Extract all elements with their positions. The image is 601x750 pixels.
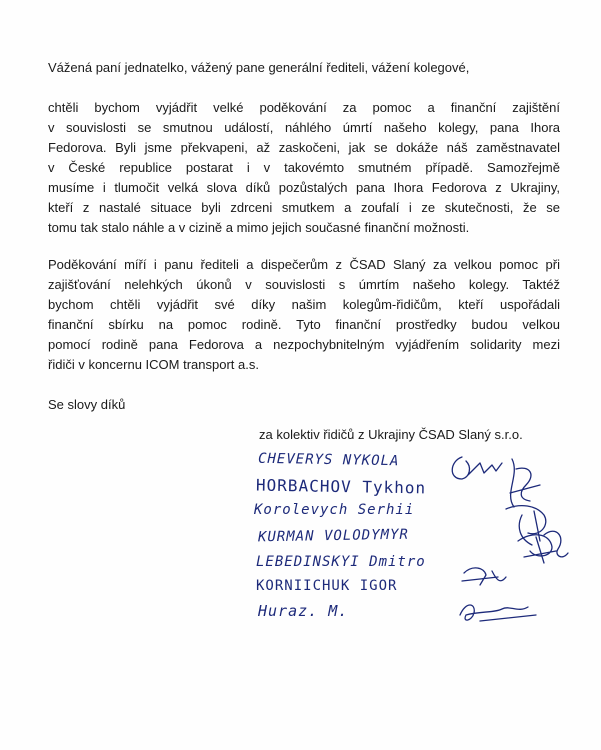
signature-mark: [506, 506, 546, 545]
paragraph2-line: finanční sbírku na pomoc rodině. Tyto finanční prostředky budou velkou: [48, 317, 560, 332]
signoff: za kolektiv řidičů z Ukrajiny ČSAD Slaný s.r.o.: [259, 427, 523, 442]
paragraph-thanks-dispatch: [48, 255, 560, 375]
paragraph1-line: v České republice postarat i v takovémto smutném případě. Samozřejmě: [48, 160, 560, 175]
salutation: [48, 58, 560, 78]
paragraph1-line: chtěli bychom vyjádřit velké poděkování za pomoc a finanční zajištění: [48, 100, 560, 115]
signature-mark: [462, 568, 506, 585]
paragraph2-line: Poděkování míří i panu řediteli a dispečerům z ČSAD Slaný za velkou pomoc při: [48, 257, 560, 272]
paragraph2-line: bychom chtěli vyjádřit své díky našim kolegům-řidičům, kteří uspořádali: [48, 297, 560, 312]
paragraph1-line: tomu tak stalo náhle a v cizině a mimo jejich současné finanční možnosti.: [48, 220, 470, 235]
paragraph1-line: Fedorova. Byli jsme překvapeni, až zaskočeni, jak se dokáže náš zaměstnavatel: [48, 140, 560, 155]
signature-mark: [460, 605, 536, 621]
closing-text: Se slovy díků: [48, 397, 126, 412]
signature-mark: [510, 459, 540, 507]
paragraph1-line: kteří z nastalé situace byli zdrceni smutkem a zoufalí i ze skutečnosti, že se: [48, 200, 560, 215]
signatory-name: KURMAN VOLODYMYR: [257, 526, 409, 546]
signatory-name: KORNIICHUK IGOR: [256, 578, 398, 594]
paragraph2-line: řidiči v koncernu ICOM transport a.s.: [48, 357, 259, 372]
signatory-name: Huraz. M.: [258, 602, 349, 620]
paragraph2-line: pomocí rodině pana Fedorova a nezpochybnitelným vyjádřením solidarity mezi: [48, 337, 560, 352]
paragraph-thanks-support: [48, 98, 560, 238]
signatory-name: LEBEDINSKYI Dmitro: [256, 554, 426, 570]
salutation-text: Vážená paní jednatelko, vážený pane generální řediteli, vážení kolegové,: [48, 60, 470, 75]
signature-mark: [452, 457, 502, 479]
signatory-name: Korolevych Serhii: [254, 502, 415, 518]
signatures: [440, 445, 590, 635]
paragraph2-line: zajišťování nelehkých úkonů v souvislosti s úmrtím našeho kolegy. Taktéž: [48, 277, 560, 292]
signatory-name: HORBACHOV Tykhon: [255, 475, 427, 498]
paragraph1-line: v souvislosti se smutnou událostí, náhlého úmrtí našeho kolegy, pana Ihora: [48, 120, 560, 135]
closing: [48, 395, 560, 415]
paragraph1-line: musíme i tlumočit velká slova díků pozůstalých pana Ihora Fedorova z Ukrajiny,: [48, 180, 560, 195]
signatory-name: CHEVERYS NYKOLA: [257, 450, 400, 470]
